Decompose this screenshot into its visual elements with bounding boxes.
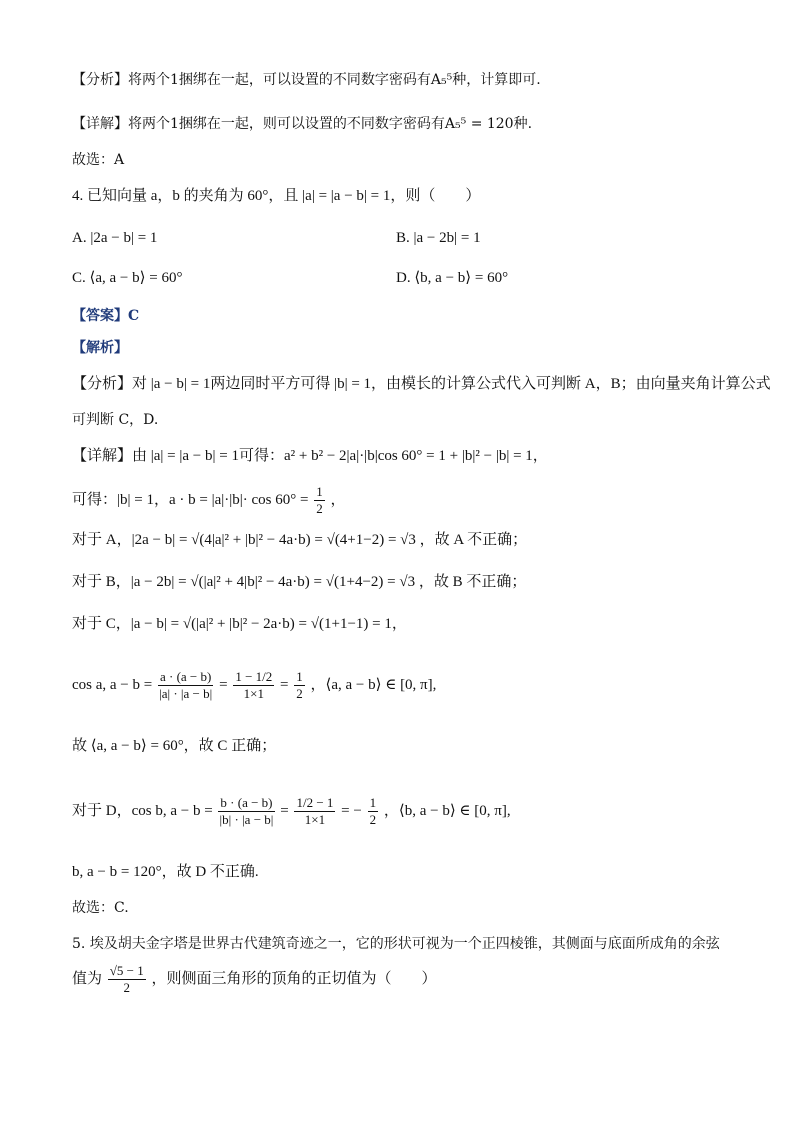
q5-prefix: 值为	[72, 971, 103, 987]
cos-c-lhs: cos a, a − b =	[72, 677, 156, 693]
explanation-label: 【解析】	[72, 340, 128, 356]
option-row-2	[72, 268, 734, 288]
fraction-numerator: √5 − 1	[109, 963, 144, 979]
cos-c-range: ，⟨a, a − b⟩ ∈ [0, π],	[310, 677, 437, 693]
fraction-half	[314, 484, 325, 517]
fraction-denominator: 2	[369, 812, 377, 828]
cos-c-fraction-1	[158, 669, 213, 702]
detail-4-line-1: 【详解】由 |a| = |a − b| = 1可得：a² + b² − 2|a|·|b|cos 60° = 1 + |b|² − |b| = 1，	[72, 448, 548, 464]
analysis-line: 【分析】将两个1捆绑在一起，可以设置的不同数字密码有A₅⁵种，计算即可.	[72, 72, 541, 88]
dot-product-text: 可得：|b| = 1，a · b = |a|·|b|· cos 60° =	[72, 492, 313, 508]
fraction-denominator: |b| · |a − b|	[219, 812, 274, 828]
case-a-line: 对于 A，|2a − b| = √(4|a|² + |b|² − 4a·b) = √(4+1−2) = √3 ，故 A 不正确；	[72, 532, 528, 548]
fraction-numerator: a · (a − b)	[159, 669, 212, 685]
question-5-line-1: 5. 埃及胡夫金字塔是世界古代建筑奇迹之一，它的形状可视为一个正四棱锥，其侧面与底面所成角的余弦	[72, 936, 720, 952]
cos-c-line: cos a, a − b = $\frac{a \cdot (a - b)}{|a| \cdot |a - b|}$ = $\frac{1 - 1/2}{1\times 1}$ = $\frac{1}{2}$ ，⟨a, a − b⟩ ∈ [0, π],	[72, 669, 437, 702]
cos-c-fraction-3	[294, 669, 305, 702]
fraction-denominator: 1×1	[304, 812, 326, 828]
cos-d-line: 对于 D，cos b, a − b = $\frac{b \cdot (a - b)}{|b| \cdot |a - b|}$ = $\frac{1/2 - 1}{1\times 1}$ = − $\frac{1}{2}$ ，⟨b, a − b⟩ ∈ [0, π],	[72, 795, 511, 828]
question-5-line-2	[72, 962, 734, 996]
cos-d-fraction-3	[368, 795, 379, 828]
option-row-1	[72, 228, 734, 248]
option-c: C. ⟨a, a − b⟩ = 60°	[72, 270, 183, 286]
analysis-4-line-1: 【分析】对 |a − b| = 1两边同时平方可得 |b| = 1，由模长的计算公式代入可判断 A，B；由向量夹角计算公式	[72, 376, 771, 392]
equals-minus: = −	[341, 803, 362, 819]
detail-line: 【详解】将两个1捆绑在一起，则可以设置的不同数字密码有A₅⁵ = 120种.	[72, 116, 533, 132]
final-choice-line: 故选：C.	[72, 900, 129, 916]
fraction-denominator: 2	[123, 980, 130, 996]
cos-d-lhs: 对于 D，cos b, a − b =	[72, 803, 217, 819]
fraction-denominator: 2	[296, 686, 303, 702]
case-b-line: 对于 B，|a − 2b| = √(|a|² + 4|b|² − 4a·b) = √(1+4−2) = √3 ，故 B 不正确；	[72, 574, 527, 590]
fraction-numerator: b · (a − b)	[220, 795, 273, 811]
fraction-numerator: 1	[316, 484, 323, 500]
q5-suffix: ，则侧面三角形的顶角的正切值为（ ）	[151, 971, 437, 987]
fraction-numerator: 1	[369, 795, 377, 811]
fraction-denominator: 1×1	[243, 686, 264, 702]
fraction-numerator: 1/2 − 1	[296, 795, 334, 811]
fraction-denominator: 2	[316, 501, 323, 517]
q5-fraction	[108, 963, 146, 996]
option-a: A. |2a − b| = 1	[72, 230, 158, 246]
fraction-numerator: 1	[296, 669, 303, 685]
cos-d-range: ，⟨b, a − b⟩ ∈ [0, π],	[383, 803, 511, 819]
fraction-numerator: 1 − 1/2	[235, 669, 273, 685]
fraction-denominator: |a| · |a − b|	[159, 686, 213, 702]
question-4: 4. 已知向量 a，b 的夹角为 60°，且 |a| = |a − b| = 1，则（ ）	[72, 188, 481, 204]
choice-line: 故选：A	[72, 152, 125, 168]
answer-label: 【答案】C	[72, 308, 140, 324]
option-d: D. ⟨b, a − b⟩ = 60°	[396, 270, 509, 286]
case-c-line: 对于 C，|a − b| = √(|a|² + |b|² − 2a·b) = √(1+1−1) = 1，	[72, 616, 407, 632]
cos-d-fraction-1	[218, 795, 274, 828]
cos-d-fraction-2	[294, 795, 335, 828]
detail-4-line-2	[72, 482, 734, 518]
option-b: B. |a − 2b| = 1	[396, 230, 481, 246]
analysis-4-line-2: 可判断 C，D.	[72, 412, 159, 428]
result-d-line: b, a − b = 120°，故 D 不正确.	[72, 864, 259, 880]
conclusion-c-line: 故 ⟨a, a − b⟩ = 60°，故 C 正确；	[72, 738, 277, 754]
punctuation: ，	[330, 492, 346, 508]
cos-c-fraction-2	[233, 669, 274, 702]
